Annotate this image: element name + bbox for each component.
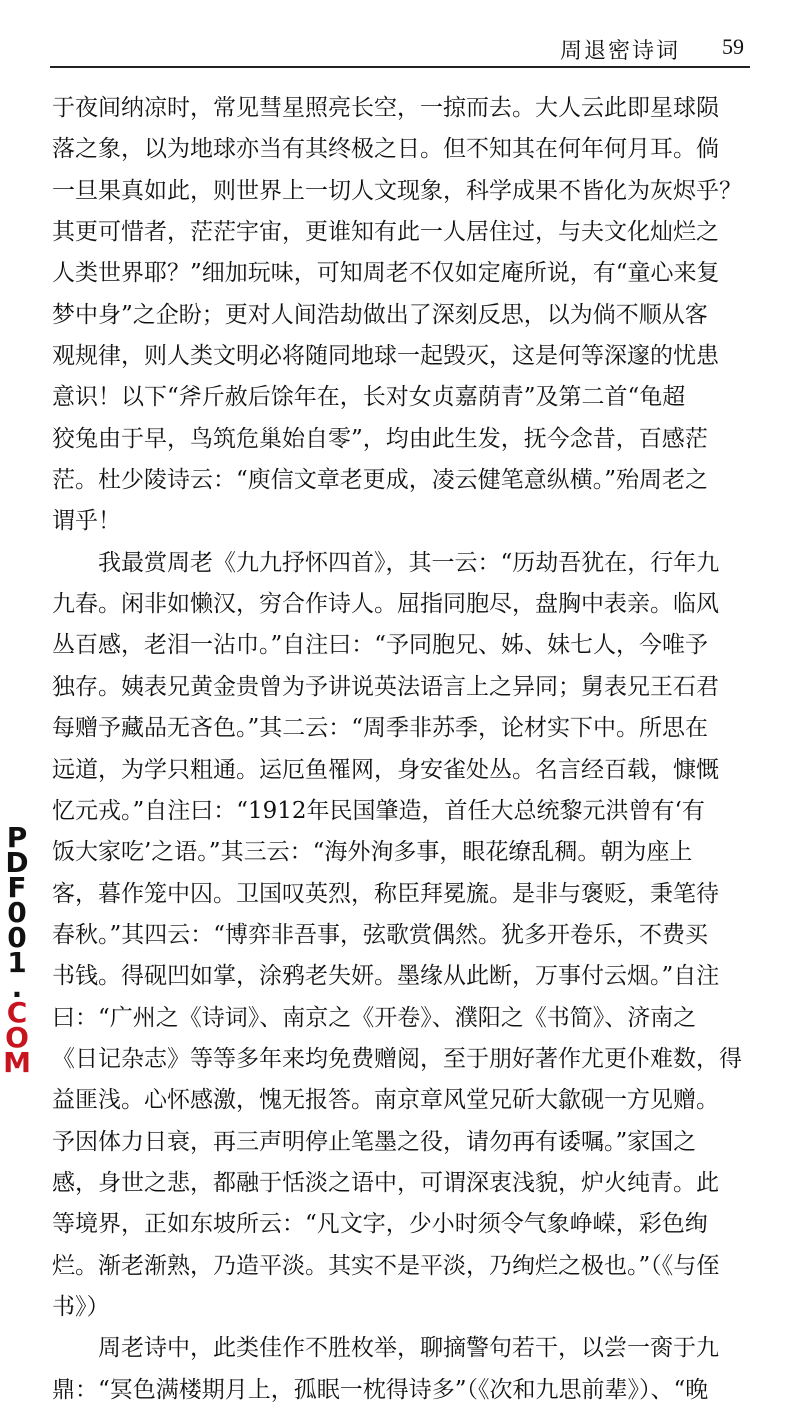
watermark-char: P (6, 821, 28, 854)
text-line: 于夜间纳凉时，常见彗星照亮长空，一掠而去。大人云此即星球陨 (52, 95, 719, 121)
watermark-char: O (5, 1021, 29, 1054)
text-line: 意识！以下“斧斤赦后馀年在，长对女贞嘉荫青”及第二首“龟超 (52, 384, 686, 411)
text-line: 客，暮作笼中囚。卫国叹英烈，称臣拜冕旒。是非与褒贬，秉笔待 (52, 880, 719, 907)
text-line: 丛百感，老泪一沾巾。”自注曰：“予同胞兄、姊、妹七人，今唯予 (52, 632, 709, 659)
watermark (2, 821, 32, 1079)
text-line: 观规律，则人类文明必将随同地球一起毁灭，这是何等深邃的忧患 (52, 343, 719, 370)
text-line: 九春。闲非如懒汉，穷合作诗人。屈指同胞尽，盘胸中表亲。临风 (52, 591, 719, 618)
text-line: 我最赏周老《九九抒怀四首》，其一云：“历劫吾犹在，行年九 (52, 549, 720, 576)
text-line: 益匪浅。心怀感激，愧无报答。南京章风堂兄斫大歙砚一方见赠。 (52, 1087, 719, 1114)
text-line: 谓乎！ (52, 508, 121, 535)
text-line: 落之象，以为地球亦当有其终极之日。但不知其在何年何月耳。倘 (52, 136, 719, 163)
text-line: 独存。姨表兄黄金贵曾为予讲说英法语言上之异同；舅表兄王石君 (52, 673, 719, 700)
text-line: 狡兔由于早，鸟筑危巢始自零”，均由此生发，抚今念昔，百感茫 (52, 425, 708, 452)
text-line: 书钱。得砚凹如掌，涂鸦老失妍。墨缘从此断，万事付云烟。”自注 (52, 963, 720, 990)
text-line: 烂。渐老渐熟，乃造平淡。其实不是平淡，乃绚烂之极也。”（《与侄 (52, 1252, 720, 1279)
running-header (50, 30, 750, 68)
body-text (52, 88, 760, 1411)
book-title: 周退密诗词 (559, 39, 680, 64)
text-line: 饭大家吃’之语。”其三云：“海外洵多事，眼花缭乱稠。朝为座上 (52, 839, 693, 866)
watermark-char: M (3, 1046, 31, 1079)
text-line: 感，身世之悲，都融于恬淡之语中，可谓深衷浅貌，炉火纯青。此 (52, 1169, 719, 1196)
text-line: 周老诗中，此类佳作不胜枚举，聊摘警句若干，以尝一脔于九 (52, 1335, 719, 1362)
text-line: 人类世界耶？”细加玩味，可知周老不仅如定庵所说，有“童心来复 (52, 260, 720, 287)
watermark-char: F (7, 871, 27, 904)
text-line: 等境界，正如东坡所云：“凡文字，少小时须令气象峥嵘，彩色绚 (52, 1211, 708, 1238)
text-line: 一旦果真如此，则世界上一切人文现象，科学成果不皆化为灰烬乎？ (52, 177, 742, 204)
watermark-char: 1 (7, 946, 27, 979)
text-line: 茫。杜少陵诗云：“庾信文章老更成，凌云健笔意纵横。”殆周老之 (52, 467, 709, 494)
page-number: 59 (722, 34, 744, 59)
watermark-char: 0 (7, 921, 27, 954)
text-line: 《日记杂志》等等多年来均免费赠阅，至于朋好著作尤更仆难数，得 (52, 1045, 742, 1072)
text-line: 梦中身”之企盼；更对人间浩劫做出了深刻反思，以为倘不顺从客 (52, 301, 708, 328)
text-line: 予因体力日衰，再三声明停止笔墨之役，请勿再有诿嘱。”家国之 (52, 1128, 697, 1155)
text-line: 忆元戎。”自注曰：“1912年民国肇造，首任大总统黎元洪曾有‘有 (52, 797, 705, 824)
text-line: 书》） (52, 1293, 110, 1320)
text-line: 春秋。”其四云：“博弈非吾事，弦歌赏偶然。犹多开卷乐，不费买 (52, 921, 709, 948)
text-line: 鼎：“冥色满楼期月上，孤眠一枕得诗多”（《次和九思前辈》）、“晚 (52, 1376, 709, 1403)
watermark-char: 0 (7, 896, 27, 929)
watermark-char: . (11, 971, 23, 1004)
watermark-char: D (5, 846, 29, 879)
text-line: 其更可惜者，茫茫宇宙，更谁知有此一人居住过，与夫文化灿烂之 (52, 219, 719, 246)
text-line: 曰：“广州之《诗词》、南京之《开卷》、濮阳之《书简》、济南之 (52, 1004, 697, 1031)
text-line: 每赠予藏品无吝色。”其二云：“周季非苏季，论材实下中。所思在 (52, 715, 709, 742)
text-line: 远道，为学只粗通。运厄鱼罹网，身安雀处丛。名言经百载，慷慨 (52, 756, 719, 783)
watermark-char: C (6, 996, 28, 1029)
